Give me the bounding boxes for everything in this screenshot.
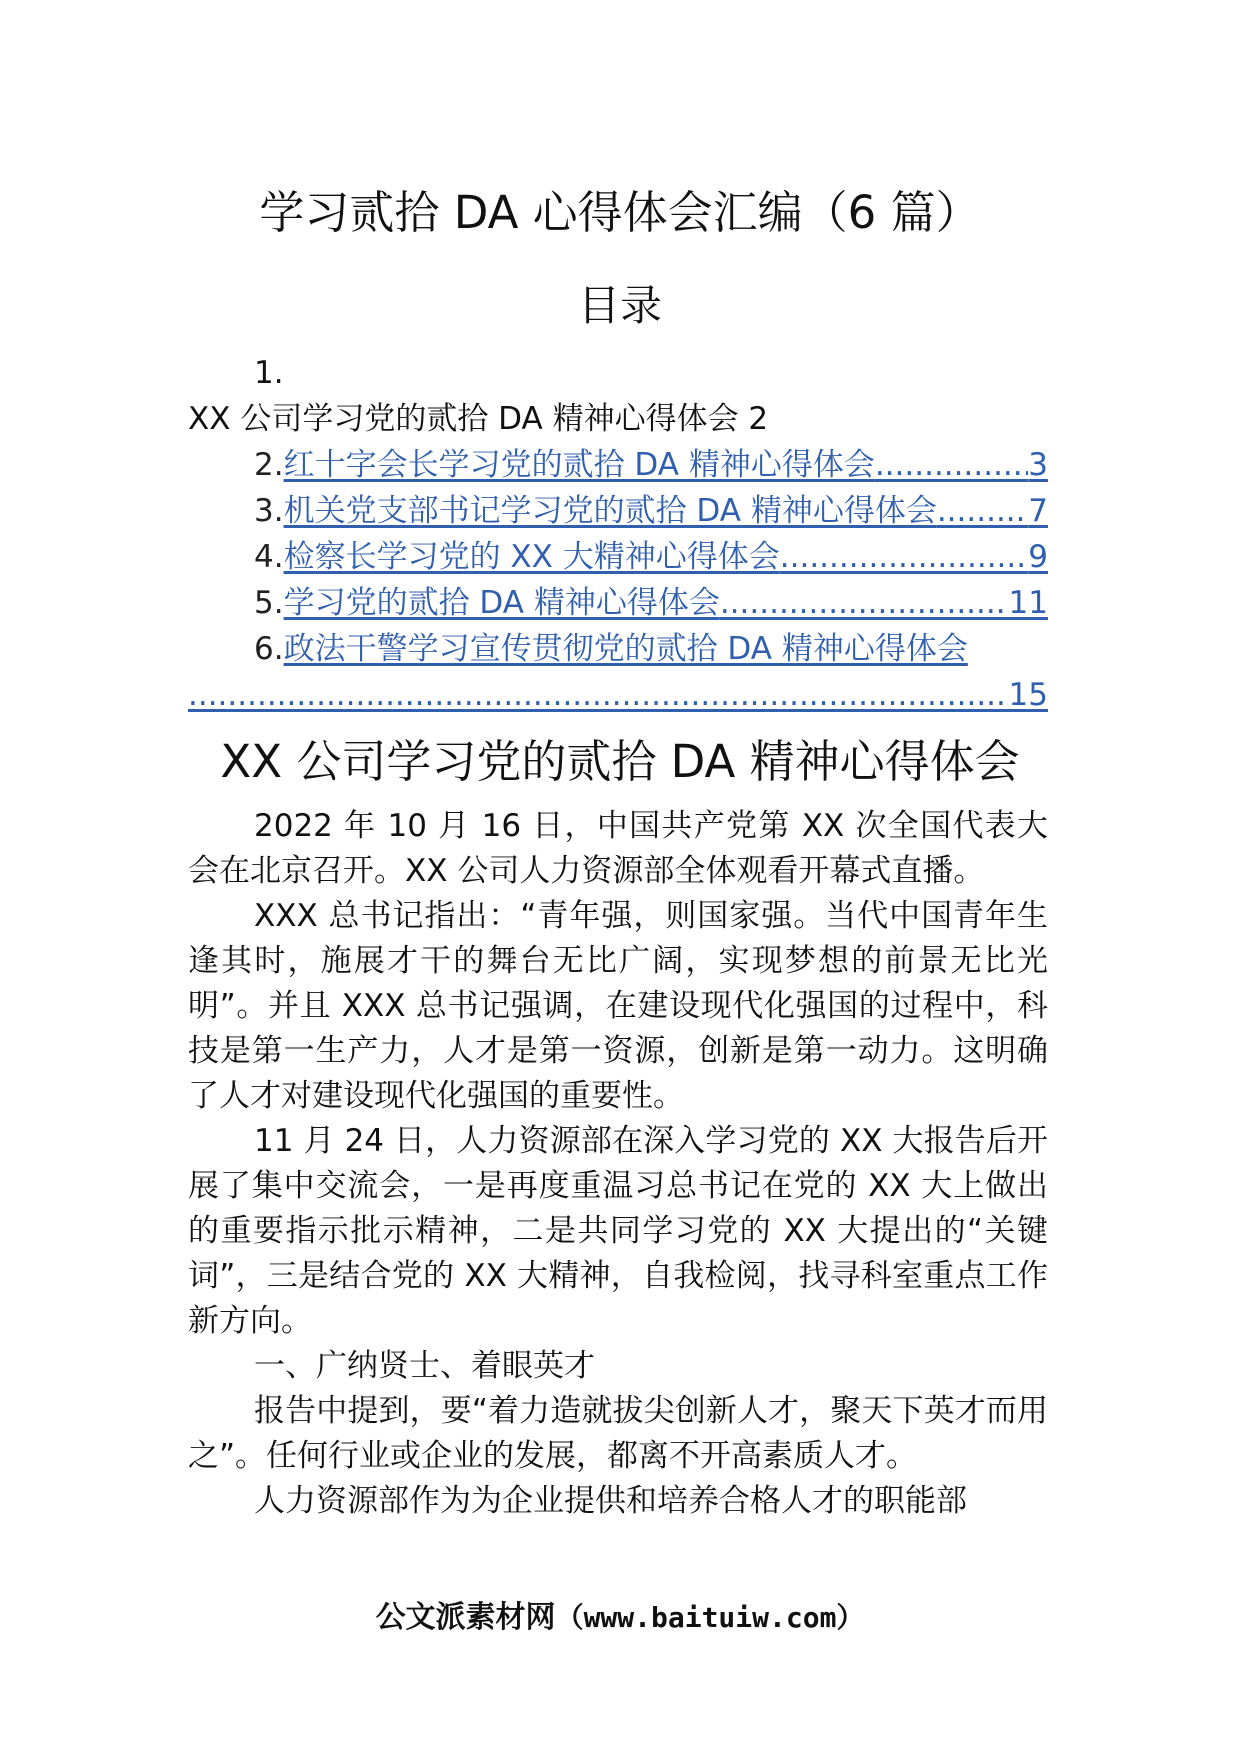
toc-item-label: 政法干警学习宣传贯彻党的贰拾 DA 精神心得体会 [283,631,968,667]
toc-item-label: 红十字会长学习党的贰拾 DA 精神心得体会 [283,447,875,483]
article-title: XX 公司学习党的贰拾 DA 精神心得体会 [220,735,1020,788]
toc-dot-leader [937,488,1028,534]
toc-dot-leader [780,534,1029,580]
toc-link-6-page[interactable] [188,672,1048,718]
document-title: 学习贰拾 DA 心得体会汇编（6 篇） [259,186,981,239]
toc-page-number: 3 [1028,447,1048,483]
toc-item-label: 检察长学习党的 XX 大精神心得体会 [283,539,780,575]
toc-item-label: 机关党支部书记学习党的贰拾 DA 精神心得体会 [283,493,937,529]
toc-item-5 [188,580,1048,626]
page-footer [0,1598,1240,1638]
toc-link-4[interactable] [284,534,1048,580]
toc-item-number: 4. [254,539,284,575]
toc-item-number: 3. [254,493,284,529]
footer-site-name: 公文派素材网 [375,1600,556,1635]
toc-item-number: 6. [254,631,284,667]
toc-page-number: 7 [1028,493,1048,529]
toc-item-2 [188,442,1048,488]
toc-item-6-continuation [188,672,1048,718]
toc-dot-leader [720,580,1009,626]
paragraph: 11 月 24 日，人力资源部在深入学习党的 XX 大报告后开展了集中交流会，一是再度重温习总书记在党的 XX 大上做出的重要指示批示精神，二是共同学习党的 XX 大提出的“关键词”，三是结合党的 XX 大精神，自我检阅，找寻科室重点工作新方向。 [188,1123,1048,1339]
section-heading: 一、广纳贤士、着眼英才 [254,1348,595,1384]
toc-item-1 [188,396,1048,442]
paragraph: XXX 总书记指出：“青年强，则国家强。当代中国青年生逢其时，施展才干的舞台无比广阔，实现梦想的前景无比光明”。并且 XXX 总书记强调，在建设现代化强国的过程中，科技是第一生产力，人才是第一资源，创新是第一动力。这明确了人才对建设现代化强国的重要性。 [188,898,1048,1114]
toc-item-number: 1. [254,355,284,391]
paragraph: 人力资源部作为为企业提供和培养合格人才的职能部 [254,1483,967,1519]
toc-dot-leader [875,442,1028,488]
toc-item-4 [188,534,1048,580]
toc-item-6 [188,626,1048,672]
table-of-contents [188,350,1048,718]
toc-link-6[interactable] [284,626,1048,672]
toc-item-label: 学习党的贰拾 DA 精神心得体会 [283,585,720,621]
toc-link-3[interactable] [284,488,1048,534]
toc-link-5[interactable] [284,580,1048,626]
toc-page-number: 9 [1028,539,1048,575]
paragraph: 报告中提到，要“着力造就拔尖创新人才，聚天下英才而用之”。任何行业或企业的发展，都离不开高素质人才。 [188,1393,1048,1474]
article-body [188,804,1048,1524]
toc-item-label: XX 公司学习党的贰拾 DA 精神心得体会 2 [188,401,769,437]
toc-item-1-number-line [188,350,1048,396]
toc-item-number: 2. [254,447,284,483]
paragraph: 2022 年 10 月 16 日，中国共产党第 XX 次全国代表大会在北京召开。XX 公司人力资源部全体观看开幕式直播。 [188,808,1048,889]
footer-site-url: （www.baituiw.com） [555,1601,865,1634]
toc-item-3 [188,488,1048,534]
toc-heading: 目录 [577,281,662,330]
toc-page-number: 11 [1008,585,1048,621]
toc-page-number: 15 [1008,677,1048,713]
toc-link-2[interactable] [284,442,1048,488]
toc-dot-leader [188,672,1009,718]
toc-item-number: 5. [254,585,284,621]
